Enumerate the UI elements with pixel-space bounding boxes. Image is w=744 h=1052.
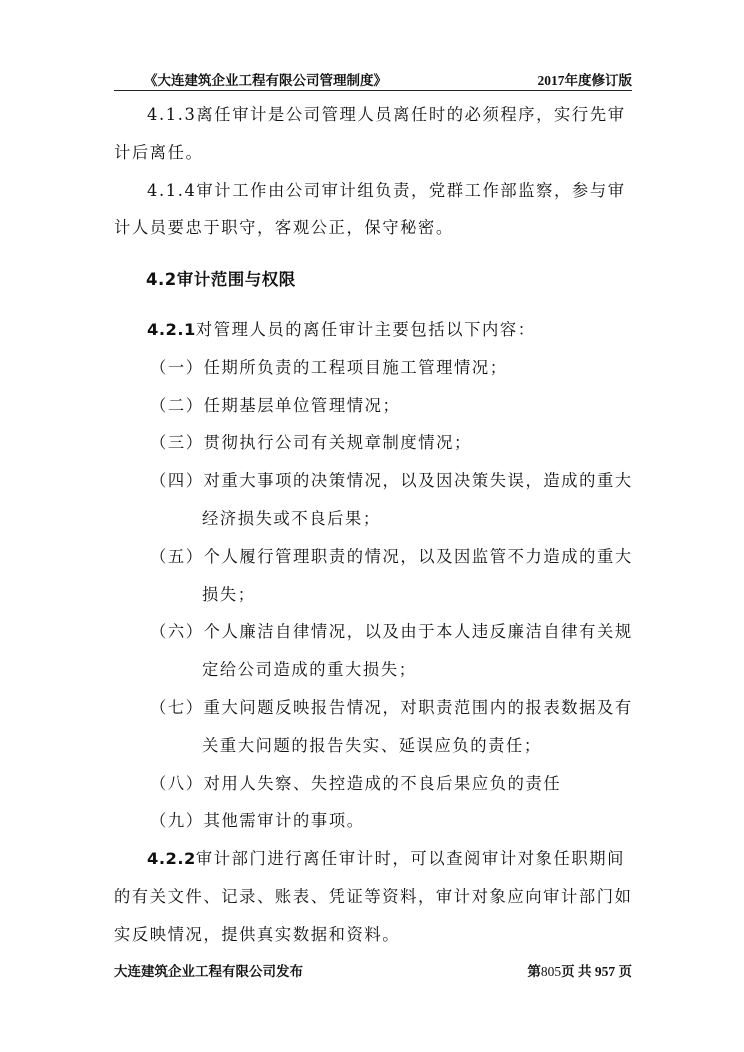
publisher: 大连建筑企业工程有限公司发布 <box>114 964 303 979</box>
document-version: 2017年度修订版 <box>537 73 632 88</box>
list-item: （七）重大问题反映报告情况，对职责范围内的报表数据及有关重大问题的报告失实、延误应负的责任； <box>150 697 633 755</box>
document-title: 《大连建筑企业工程有限公司管理制度》 <box>144 73 387 88</box>
clause-number: 4.2.2 <box>147 849 196 869</box>
current-page: 805 <box>540 964 562 979</box>
clause-text: 审计部门进行离任审计时，可以查阅审计对象任职期间的有关文件、记录、账表、凭证等资料，审计对象应向审计部门如实反映情况，提供真实数据和资料。 <box>114 849 633 944</box>
paragraph-4-1-3: 4.1.3离任审计是公司管理人员离任时的必须程序，实行先审计后离任。 <box>114 105 626 162</box>
list-item: （一）任期所负责的工程项目施工管理情况； <box>150 357 508 377</box>
section-heading-4-2: 4.2审计范围与权限 <box>146 270 296 290</box>
page-header <box>114 64 632 91</box>
page-number: 第805页 共 957 页 <box>527 964 632 979</box>
paragraph-4-1-4: 4.1.4审计工作由公司审计组负责，党群工作部监察，参与审计人员要忠于职守，客观公正，保守秘密。 <box>114 180 626 238</box>
clause-number: 4.2.1 <box>147 319 196 339</box>
list-item: （八）对用人失察、失控造成的不良后果应负的责任 <box>150 773 562 793</box>
paragraph-4-2-1 <box>114 311 634 349</box>
document-body <box>114 96 634 954</box>
list-item: （六）个人廉洁自律情况，以及由于本人违反廉洁自律有关规定给公司造成的重大损失； <box>150 622 633 680</box>
list-item: （二）任期基层单位管理情况； <box>150 395 401 415</box>
list-item: （九）其他需审计的事项。 <box>150 811 365 831</box>
clause-text: 对管理人员的离任审计主要包括以下内容： <box>195 319 536 339</box>
list-item: （三）贯彻执行公司有关规章制度情况； <box>150 433 472 453</box>
list-item: （四）对重大事项的决策情况，以及因决策失误，造成的重大经济损失或不良后果； <box>150 471 633 528</box>
paragraph-4-2-2 <box>114 840 634 953</box>
list-item: （五）个人履行管理职责的情况，以及因监管不力造成的重大损失； <box>150 546 633 604</box>
total-pages: 957 <box>594 964 616 979</box>
